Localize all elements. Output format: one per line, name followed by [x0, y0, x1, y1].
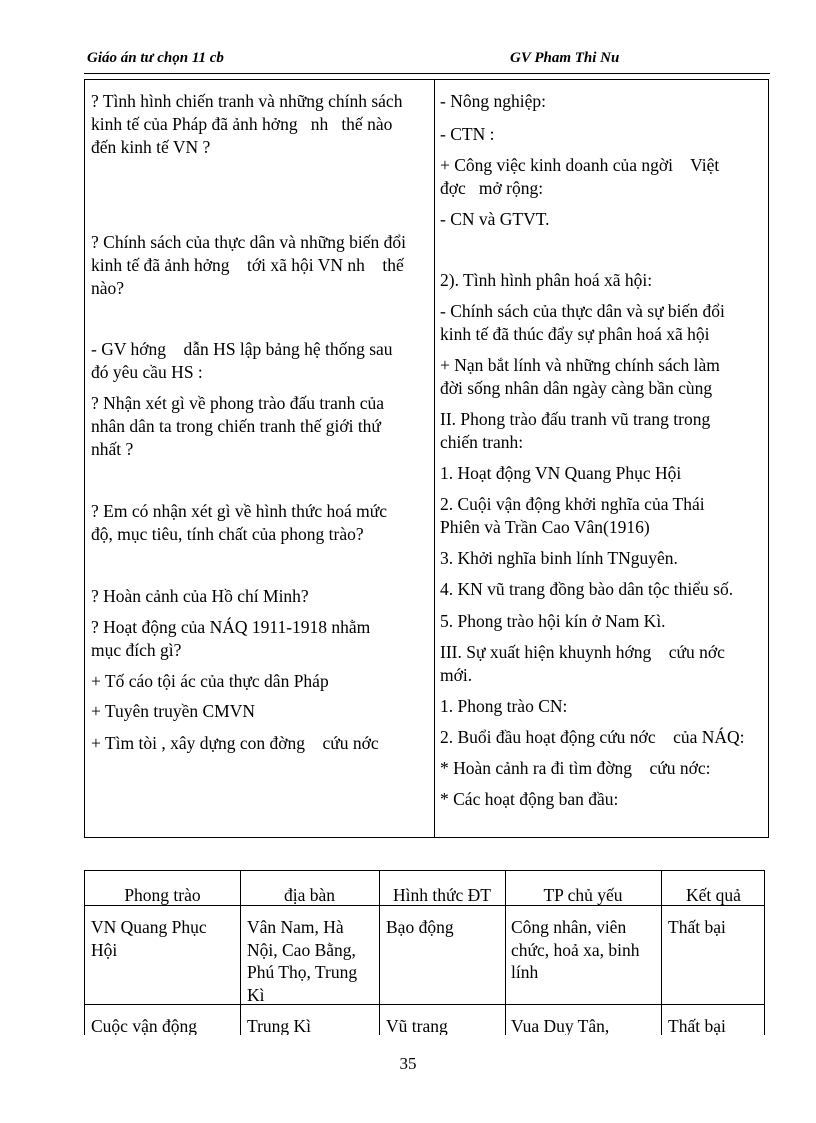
section-new-tendency: III. Sự xuất hiện khuynh hớng cứu nớc mới. [440, 642, 725, 685]
item-initial-activities: * Các hoạt động ban đầu: [440, 789, 619, 809]
section-armed-struggle: II. Phong trào đấu tranh vũ trang trong chiến tranh: [440, 409, 711, 452]
table-cell: Vân Nam, Hà Nội, Cao Bằng, Phú Thọ, Trung Kì [247, 917, 358, 1005]
content-conscription: + Nạn bắt lính và những chính sách làm đời sống nhân dân ngày càng bần cùng [440, 355, 720, 398]
instruction-system-table: - GV hớng dẫn HS lập bảng hệ thống sau đó yêu cầu HS : [91, 339, 393, 382]
table-cell: Thất bại [668, 1016, 726, 1035]
header-teacher-name: GV Pham Thi Nu [510, 50, 620, 66]
table-cell: Công nhân, viên chức, hoả xa, binh lính [511, 917, 640, 982]
content-commerce: - CTN : [440, 124, 495, 144]
item-naq-early-activities: 2. Buổi đầu hoạt động cứu nớc của NÁQ: [440, 727, 745, 747]
content-agriculture: - Nông nghiệp: [440, 91, 546, 111]
item-departure-context: * Hoàn cảnh ra đi tìm đờng cứu nớc: [440, 758, 711, 778]
point-denounce-crimes: + Tố cáo tội ác của thực dân Pháp [91, 671, 329, 691]
question-society-impact: ? Chính sách của thực dân và những biến đổi kinh tế đã ảnh hởng tới xã hội VN nh thế nào? [91, 232, 406, 298]
table-header-form: Hình thức ĐT [393, 885, 491, 905]
table-header-movement: Phong trào [124, 885, 201, 905]
content-colonial-policy: - Chính sách của thực dân và sự biến đổi kinh tế đã thúc đẩy sự phân hoá xã hội [440, 301, 725, 344]
table-header-location: địa bàn [283, 885, 336, 905]
point-propaganda: + Tuyên truyền CMVN [91, 701, 255, 721]
content-social-differentiation: 2). Tình hình phân hoá xã hội: [440, 270, 653, 290]
movement-summary-table [84, 870, 765, 1035]
lesson-table [84, 79, 769, 838]
table-cell: VN Quang Phục Hội [91, 917, 207, 960]
item-worker-movement: 1. Phong trào CN: [440, 696, 568, 716]
point-find-path: + Tìm tòi , xây dựng con đờng cứu nớc [91, 733, 379, 753]
item-secret-societies: 5. Phong trào hội kín ở Nam Kì. [440, 611, 666, 631]
table-row-divider [85, 1004, 764, 1005]
question-war-economy: ? Tình hình chiến tranh và những chính sách kinh tế của Pháp đã ảnh hởng nh thế nào đến kinh tế VN ? [91, 91, 403, 157]
table-cell: Cuộc vận động [91, 1016, 197, 1035]
question-movement-nature: ? Em có nhận xét gì về hình thức hoá mức độ, mục tiêu, tính chất của phong trào? [91, 501, 387, 544]
table-header-participants: TP chủ yếu [543, 885, 623, 905]
item-thai-nguyen-uprising: 3. Khởi nghĩa binh lính TNguyên. [440, 548, 678, 568]
page-number: 35 [399, 1054, 417, 1073]
column-divider [434, 80, 435, 837]
content-industry-transport: - CN và GTVT. [440, 209, 550, 229]
item-thai-phien-tran-cao-van: 2. Cuội vận động khởi nghĩa của Thái Phiên và Trần Cao Vân(1916) [440, 494, 705, 537]
header-rule [84, 73, 770, 74]
question-ho-chi-minh-context: ? Hoàn cảnh của Hồ chí Minh? [91, 586, 309, 606]
table-cell: Vũ trang [386, 1016, 448, 1035]
question-struggle-assessment: ? Nhận xét gì về phong trào đấu tranh của nhân dân ta trong chiến tranh thế giới thứ nhất ? [91, 393, 385, 459]
table-cell: Trung Kì [247, 1016, 312, 1035]
table-cell: Vua Duy Tân, [511, 1016, 610, 1035]
question-naq-activities: ? Hoạt động của NÁQ 1911-1918 nhằm mục đích gì? [91, 617, 371, 660]
content-business-expansion: + Công việc kinh doanh của ngời Việt đợc mở rộng: [440, 155, 720, 198]
table-cell: Bạo động [386, 917, 454, 937]
item-quang-phuc-hoi: 1. Hoạt động VN Quang Phục Hội [440, 463, 682, 483]
table-header-result: Kết quả [686, 885, 741, 905]
header-course-title: Giáo án tư chọn 11 cb [87, 50, 224, 66]
item-ethnic-minority-uprising: 4. KN vũ trang đồng bào dân tộc thiểu số. [440, 579, 734, 599]
table-cell: Thất bại [668, 917, 726, 937]
